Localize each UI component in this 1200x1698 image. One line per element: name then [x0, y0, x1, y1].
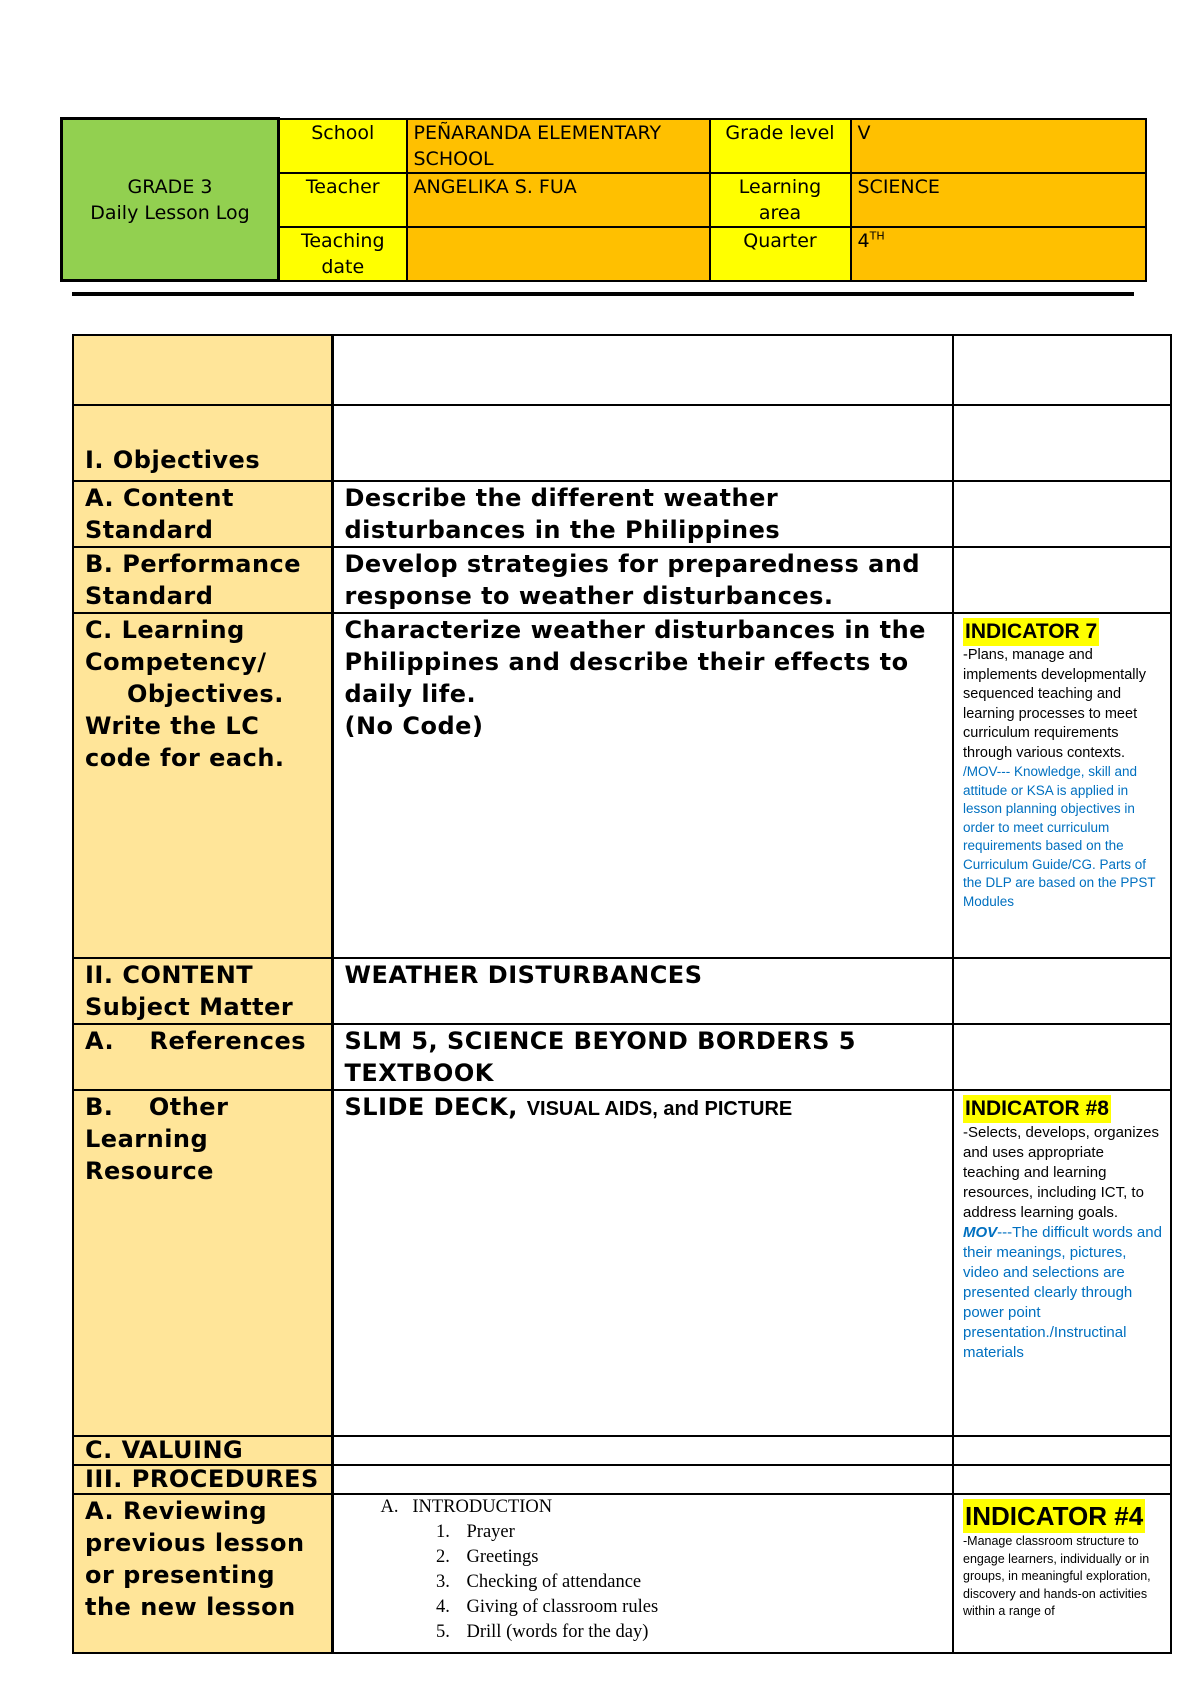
teacher-label: Teacher [279, 173, 407, 227]
table-row [73, 481, 1171, 547]
lesson-plan-table [72, 334, 1172, 1654]
objectives-sub-label: Objectives. [127, 680, 284, 708]
other-resource-label: B. Other [85, 1093, 229, 1121]
grade-title-cell [62, 119, 279, 281]
objectives-label: I. Objectives [85, 446, 261, 474]
content-value: WEATHER DISTURBANCES [344, 961, 703, 989]
performance-standard-label: B. Performance Standard [85, 550, 302, 610]
indicator-8-description: -Selects, develops, organizes and uses appropriate teaching and learning resources, including ICT, to address learning goals. [963, 1124, 1159, 1221]
introduction-steps [345, 1520, 943, 1645]
list-item: 4. Giving of classroom rules [455, 1595, 943, 1620]
lc-code-label: Write the LC code for each. [85, 712, 285, 772]
learning-competency-value: Characterize weather disturbances in the Philippines and describe their effects to daily life. [344, 616, 926, 708]
slide-deck-text: SLIDE DECK, [344, 1093, 518, 1121]
quarter-label: Quarter [710, 227, 851, 281]
reviewing-label: A. Reviewing previous lesson or presenting the new lesson [85, 1497, 305, 1621]
procedures-label: III. PROCEDURES [85, 1465, 319, 1493]
lesson-log-header-table [60, 117, 1147, 282]
other-resource-value [345, 1091, 943, 1125]
visual-aids-text: VISUAL AIDS, and PICTURE [526, 1098, 793, 1120]
learning-competency-label: C. Learning Competency/ [85, 616, 267, 676]
learning-area-label: Learning area [710, 173, 851, 227]
subject-matter-label: Subject Matter [85, 993, 294, 1021]
list-item: 1. Prayer [455, 1520, 943, 1545]
learning-area-value: SCIENCE [851, 173, 1146, 227]
table-row [73, 547, 1171, 613]
list-item: 5. Drill (words for the day) [455, 1620, 943, 1645]
content-standard-label: A. Content Standard [85, 484, 234, 544]
content-label: II. CONTENT [85, 961, 254, 989]
table-row [73, 1090, 1171, 1436]
content-standard-value: Describe the different weather disturbances in the Philippines [344, 484, 781, 544]
teaching-date-label: Teaching date [279, 227, 407, 281]
indicator-4-title: INDICATOR #4 [965, 1501, 1144, 1531]
quarter-suffix: TH [869, 229, 885, 243]
list-item: 3. Checking of attendance [455, 1570, 943, 1595]
valuing-label: C. VALUING [85, 1436, 244, 1464]
table-row [73, 1494, 1171, 1653]
performance-standard-value: Develop strategies for preparedness and response to weather disturbances. [344, 550, 921, 610]
indicator-8-mov-prefix: MOV [963, 1224, 998, 1241]
indicator-7-title: INDICATOR 7 [963, 618, 1099, 646]
table-row [73, 1024, 1171, 1090]
introduction-heading: A. INTRODUCTION [380, 1497, 553, 1517]
quarter-value: 4 [857, 229, 870, 252]
table-row [73, 335, 1171, 405]
table-row [73, 1465, 1171, 1494]
references-label: A. References [85, 1027, 307, 1055]
indicator-4-description: -Manage classroom structure to engage learners, individually or in groups, in meaningful exploration, discovery and hands-on activities within a range of [963, 1534, 1151, 1618]
indicator-8-mov-text: ---The difficult words and their meanings, pictures, video and selections are presented clearly through power point presentation./Instructinal materials [963, 1224, 1162, 1361]
teaching-date-value [407, 227, 710, 281]
indicator-8-mov [963, 1223, 1162, 1363]
learning-resource-label: Learning Resource [85, 1125, 214, 1185]
table-row [73, 1436, 1171, 1465]
lc-code-value: (No Code) [344, 712, 484, 740]
table-row [73, 613, 1171, 958]
indicator-7-mov: /MOV--- Knowledge, skill and attitude or KSA is applied in lesson planning objectives in order to meet curriculum requirements based on the Curriculum Guide/CG. Parts of the DLP are based on the PPST Modules [963, 764, 1156, 909]
grade-label: GRADE 3 [127, 175, 213, 198]
procedure-list [345, 1495, 943, 1645]
references-value: SLM 5, SCIENCE BEYOND BORDERS 5 TEXTBOOK [344, 1027, 856, 1087]
school-label: School [279, 119, 407, 173]
school-value: PEÑARANDA ELEMENTARY SCHOOL [407, 119, 710, 173]
teacher-value: ANGELIKA S. FUA [407, 173, 710, 227]
list-item: 2. Greetings [455, 1545, 943, 1570]
indicator-8-title: INDICATOR #8 [963, 1095, 1111, 1123]
grade-level-value: V [851, 119, 1146, 173]
table-row [73, 958, 1171, 1024]
table-row [73, 405, 1171, 481]
grade-level-label: Grade level [710, 119, 851, 173]
indicator-7-description: -Plans, manage and implements developmentally sequenced teaching and learning processes to meet curriculum requirements through various contexts. [963, 647, 1146, 761]
log-title: Daily Lesson Log [90, 201, 250, 224]
divider-line [72, 292, 1134, 296]
quarter-value-cell [851, 227, 1146, 281]
